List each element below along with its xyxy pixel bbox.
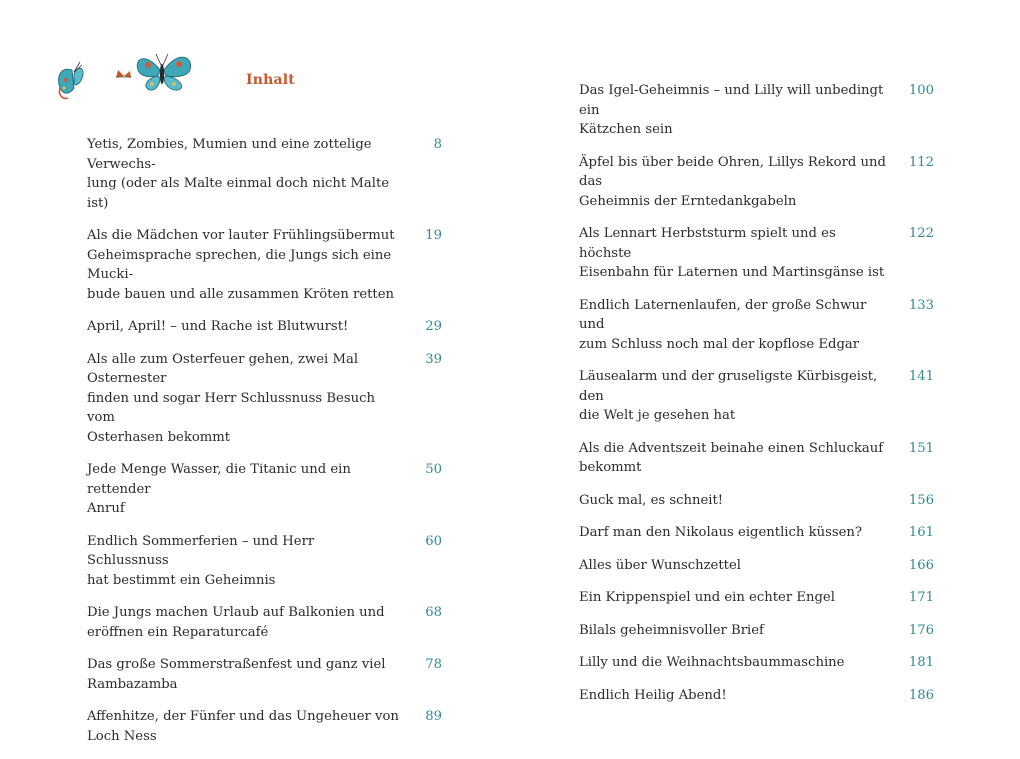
toc-entry-page: 133 (908, 297, 934, 313)
toc-entry-title: Alles über Wunschzettel (579, 557, 741, 573)
toc-heading: Inhalt (246, 72, 295, 88)
toc-entry-page: 166 (908, 557, 934, 573)
toc-entry (579, 588, 934, 608)
toc-entry-title: Ein Krippenspiel und ein echter Engel (579, 590, 835, 605)
toc-entry-title: Jede Menge Wasser, die Titanic und ein rettender Anruf (87, 462, 351, 516)
toc-entry-page: 29 (425, 319, 442, 334)
toc-list-right (579, 81, 934, 718)
toc-entry-title: Läusealarm und der gruseligste Kürbisgeist, den die Welt je gesehen hat (579, 369, 878, 423)
toc-entry-page: 156 (908, 492, 934, 508)
butterfly-icon (137, 54, 190, 90)
toc-entry-title: Bilals geheimnisvoller Brief (579, 622, 764, 638)
toc-list-left (87, 135, 442, 759)
toc-entry (579, 621, 934, 641)
toc-entry-title: Darf man den Nikolaus eigentlich küssen? (579, 525, 862, 540)
toc-entry-title: Das große Sommerstraßenfest und ganz viel Rambazamba (87, 657, 386, 692)
right-page (510, 0, 1020, 720)
toc-entry (87, 532, 442, 591)
toc-entry (579, 367, 934, 426)
toc-entry-title: Affenhitze, der Fünfer und das Ungeheuer von Loch Ness (87, 709, 399, 744)
toc-entry-page: 78 (425, 657, 442, 672)
toc-entry-title: Endlich Laternenlaufen, der große Schwur und zum Schluss noch mal der kopflose Edgar (579, 297, 867, 352)
toc-entry (579, 224, 934, 283)
toc-entry (579, 296, 934, 355)
toc-entry (87, 655, 442, 694)
toc-entry-title: Die Jungs machen Urlaub auf Balkonien und eröffnen ein Reparaturcafé (87, 605, 385, 640)
left-page (0, 0, 510, 744)
toc-entry-page: 8 (433, 137, 442, 152)
toc-entry-title: April, April! – und Rache ist Blutwurst! (87, 319, 349, 334)
toc-entry (579, 556, 934, 576)
toc-entry (87, 350, 442, 448)
toc-entry-page: 161 (908, 525, 934, 540)
toc-entry (579, 153, 934, 212)
toc-entry-page: 171 (908, 590, 934, 605)
toc-entry-page: 181 (908, 655, 934, 670)
toc-entry (579, 439, 934, 478)
toc-entry-title: Als die Mädchen vor lauter Frühlingsübermut Geheimsprache sprechen, die Jungs sich eine Mucki- bude bauen und alle zusammen Kröten retten (87, 228, 395, 302)
toc-entry-page: 112 (908, 154, 934, 170)
butterfly-icon (116, 70, 131, 78)
toc-entry-title: Äpfel bis über beide Ohren, Lillys Rekord und das Geheimnis der Erntedankgabeln (579, 154, 886, 209)
toc-entry-page: 100 (908, 83, 934, 98)
toc-entry (87, 135, 442, 213)
toc-entry-page: 122 (908, 226, 934, 241)
toc-entry (579, 81, 934, 140)
toc-entry-page: 19 (425, 228, 442, 243)
toc-entry (87, 226, 442, 304)
toc-entry-title: Yetis, Zombies, Mumien und eine zottelige Verwechs- lung (oder als Malte einmal doch nicht Malte ist) (87, 137, 390, 211)
toc-entry (87, 603, 442, 642)
butterfly-icon (59, 62, 84, 98)
toc-entry-title: Als alle zum Osterfeuer gehen, zwei Mal Osternester finden und sogar Herr Schlussnuss Besuch vom Osterhasen bekommt (87, 351, 375, 445)
toc-entry (579, 686, 934, 706)
toc-entry (579, 653, 934, 673)
toc-entry-title: Endlich Sommerferien – und Herr Schlussnuss hat bestimmt ein Geheimnis (87, 533, 315, 588)
toc-entry-page: 186 (908, 687, 934, 703)
butterflies-illustration (52, 44, 197, 106)
toc-entry-title: Als die Adventszeit beinahe einen Schluckauf bekommt (579, 440, 884, 475)
toc-entry (87, 317, 442, 337)
toc-entry (579, 491, 934, 511)
toc-entry (87, 707, 442, 746)
toc-entry-title: Das Igel-Geheimnis – und Lilly will unbedingt ein Kätzchen sein (579, 83, 884, 137)
toc-entry-page: 39 (425, 351, 442, 367)
toc-entry-title: Endlich Heilig Abend! (579, 687, 727, 703)
toc-entry (579, 523, 934, 543)
toc-entry-page: 151 (908, 440, 934, 456)
toc-entry-title: Guck mal, es schneit! (579, 492, 724, 508)
toc-entry-title: Lilly und die Weihnachtsbaummaschine (579, 655, 845, 670)
toc-entry-title: Als Lennart Herbststurm spielt und es höchste Eisenbahn für Laternen und Martinsgänse ist (579, 226, 885, 280)
toc-entry-page: 141 (908, 369, 934, 384)
toc-entry (87, 460, 442, 519)
toc-entry-page: 68 (425, 605, 442, 620)
toc-entry-page: 50 (425, 462, 442, 477)
toc-entry-page: 60 (425, 533, 442, 549)
toc-entry-page: 89 (425, 709, 442, 724)
toc-entry-page: 176 (908, 622, 934, 638)
